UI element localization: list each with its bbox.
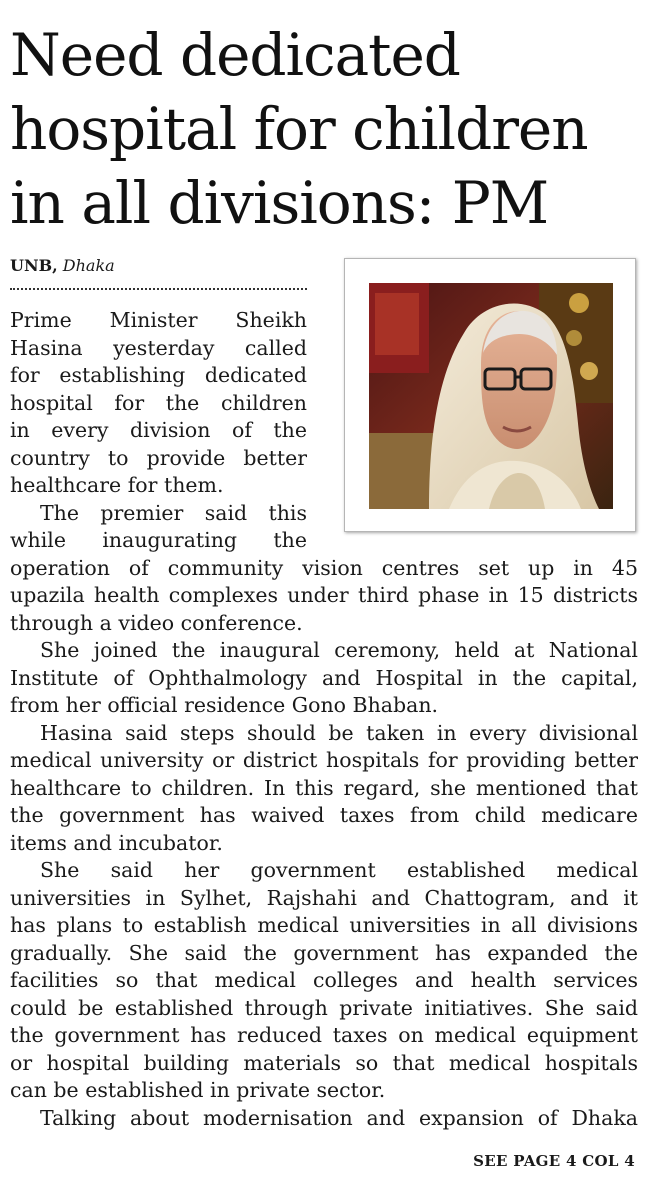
paragraph <box>10 637 638 720</box>
headline-line: Need dedicated <box>10 21 460 89</box>
paragraph <box>10 1105 638 1133</box>
text-line: can be established in private sector. <box>10 1078 386 1102</box>
headline-line: in all divisions: PM <box>10 169 549 237</box>
article-body <box>10 307 638 1132</box>
text-line: from her official residence Gono Bhaban. <box>10 693 439 717</box>
paragraph <box>10 857 638 1105</box>
paragraph <box>10 307 638 500</box>
text-line: could be established through private initiatives. She said <box>10 995 638 1020</box>
paragraph <box>10 500 638 638</box>
text-line: Prime Minister Sheikh <box>10 308 307 332</box>
text-line: has plans to establish medical universities in all divisions <box>10 913 638 937</box>
text-line: The premier said this <box>40 500 307 525</box>
text-line: universities in Sylhet, Rajshahi and Chattogram, and it <box>10 885 638 910</box>
continuation-note: SEE PAGE 4 COL 4 <box>473 1152 635 1170</box>
text-line: upazila health complexes under third phase in 15 districts <box>10 583 638 607</box>
text-line: country to provide better <box>10 445 307 470</box>
byline-location: Dhaka <box>62 256 115 275</box>
text-line: in every division of the <box>10 418 307 442</box>
text-line: hospital for the children <box>10 390 307 415</box>
text-line: She said her government established medical <box>40 858 638 882</box>
text-line: gradually. She said the government has expanded the <box>10 940 638 965</box>
text-line: operation of community vision centres set up in 45 <box>10 555 638 580</box>
text-line: facilities so that medical colleges and health services <box>10 968 638 992</box>
byline <box>10 256 115 276</box>
text-line: Hasina yesterday called <box>10 335 307 360</box>
text-line: for establishing dedicated <box>10 363 307 387</box>
text-line: Talking about modernisation and expansion of Dhaka <box>40 1105 638 1130</box>
byline-divider <box>10 288 307 290</box>
text-line: the government has waived taxes from child medicare <box>10 803 638 827</box>
text-line: Hasina said steps should be taken in every divisional <box>40 720 638 745</box>
text-line: or hospital building materials so that medical hospitals <box>10 1050 638 1075</box>
text-line: the government has reduced taxes on medical equipment <box>10 1023 638 1047</box>
text-line: Institute of Ophthalmology and Hospital in the capital, <box>10 665 638 690</box>
text-line: medical university or district hospitals for providing better <box>10 748 638 772</box>
text-line: She joined the inaugural ceremony, held at National <box>40 638 638 662</box>
headline-line: hospital for children <box>10 95 588 163</box>
text-line: items and incubator. <box>10 830 223 855</box>
text-line: healthcare to children. In this regard, she mentioned that <box>10 775 638 800</box>
text-line: while inaugurating the <box>10 528 307 552</box>
headline <box>10 18 650 240</box>
text-line: through a video conference. <box>10 610 303 635</box>
text-line: healthcare for them. <box>10 473 224 497</box>
paragraph <box>10 720 638 858</box>
byline-agency: UNB, <box>10 256 58 275</box>
